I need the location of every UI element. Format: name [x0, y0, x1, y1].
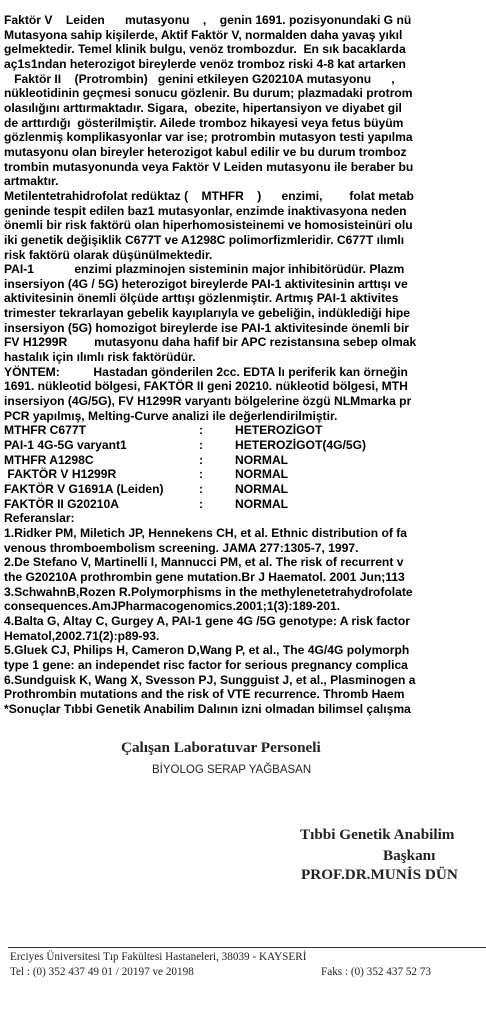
- result-row: [4, 497, 486, 512]
- footer-divider: [8, 947, 486, 948]
- reference-line: *Sonuçlar Tıbbi Genetik Anabilim Dalının izni olmadan bilimsel çalışma: [4, 701, 411, 716]
- result-value: NORMAL: [235, 467, 289, 482]
- result-separator: :: [199, 482, 204, 496]
- body-line: Faktör V Leiden mutasyonu , genin 1691. pozisyonundaki G nü: [4, 13, 412, 27]
- result-test-name: FAKTÖR V G1691A (Leiden): [4, 482, 164, 496]
- result-test-name: PAI-1 4G-5G varyant1: [4, 438, 127, 453]
- reference-line: consequences.AmJPharmacogenomics.2001;1(3):189-201.: [4, 599, 341, 614]
- result-value: HETEROZİGOT(4G/5G): [235, 438, 367, 453]
- reference-line: 6.Sundguisk K, Wang X, Svesson PJ, Sungguist J, et al., Plasminogen a: [4, 672, 416, 687]
- body-line: PAI-1 enzimi plazminojen sisteminin major inhibitörüdür. Plazm: [4, 262, 405, 277]
- result-test-name: MTHFR C677T: [4, 423, 86, 438]
- body-line: insersiyon (4G / 5G) heterozigot bireylerde PAI-1 aktivitesinin arttışı ve: [4, 276, 408, 291]
- body-line: Mutasyona sahip kişilerde, Aktif Faktör V, normalden daha yavaş yıkıl: [4, 27, 403, 42]
- result-value: NORMAL: [235, 496, 289, 511]
- body-line: trombin mutasyonunda veya Faktör V Leiden mutasyonu ile beraber bu: [4, 159, 414, 174]
- reference-line: 1.Ridker PM, Miletich JP, Hennekens CH, et al. Ethnic distribution of fa: [4, 525, 407, 540]
- body-line: PCR yapılmış, Melting-Curve analizi ile değerlendirilmiştir.: [4, 408, 338, 423]
- result-value: NORMAL: [235, 482, 289, 496]
- body-line: önemli bir risk faktörü olan hiperhomosisteinemi ve homosisteinüri olu: [4, 218, 413, 233]
- result-row: [4, 467, 486, 482]
- results-table: [4, 423, 486, 511]
- body-text: [4, 13, 486, 423]
- body-line: olasılığını arttırmaktadır. Sigara, obezite, hipertansiyon ve diyabet gil: [4, 100, 402, 115]
- body-line: YÖNTEM: Hastadan gönderilen 2cc. EDTA lı periferik kan örneğin: [4, 364, 408, 379]
- references-list: [4, 526, 486, 717]
- footer-tel: Tel : (0) 352 437 49 01 / 20197 ve 20198: [10, 966, 194, 978]
- reference-line: venous thromboembolism screening. JAMA 277:1305-7, 1997.: [4, 540, 359, 555]
- body-line: insersiyon (4G/5G), FV H1299R varyantı bölgelerine özgü NLMmarka pr: [4, 394, 412, 409]
- body-line: gelmektedir. Temel klinik bulgu, venöz trombozdur. En sık bacaklarda: [4, 42, 406, 57]
- result-row: [4, 482, 486, 497]
- reference-line: 4.Balta G, Altay C, Gurgey A, PAI-1 gene 4G /5G genotype: A risk factor: [4, 613, 410, 628]
- result-test-name: MTHFR A1298C: [4, 452, 94, 467]
- body-line: mutasyonu olan bireyler heterozigot kabul edilir ve bu durum tromboz: [4, 144, 407, 159]
- body-line: de arttırdığı gösterilmiştir. Ailede tromboz hikayesi veya fetus büyüm: [4, 115, 404, 130]
- reference-line: the G20210A prothrombin gene mutation.Br J Haematol. 2001 Jun;113: [4, 569, 405, 584]
- body-line: geninde tespit edilen baz1 mutasyonlar, enzimde inaktivasyona neden: [4, 203, 407, 218]
- report-body: [4, 13, 486, 717]
- result-separator: :: [199, 496, 204, 511]
- lab-staff-name: BİYOLOG SERAP YAĞBASAN: [152, 764, 312, 776]
- lab-staff-title: Çalışan Laboratuvar Personeli: [121, 739, 321, 756]
- body-line: 1691. nükleotid bölgesi, FAKTÖR II geni 20210. nükleotid bölgesi, MTH: [4, 379, 408, 394]
- professor-name: PROF.DR.MUNİS DÜN: [301, 866, 458, 883]
- result-test-name: FAKTÖR V H1299R: [4, 467, 117, 482]
- result-test-name: FAKTÖR II G20210A: [4, 496, 119, 511]
- body-line: artmaktır.: [4, 174, 59, 189]
- result-value: NORMAL: [235, 452, 289, 467]
- footer-address: Erciyes Üniversitesi Tıp Fakültesi Hastaneleri, 38039 - KAYSERİ: [10, 951, 307, 963]
- body-line: iki genetik değişiklik C677T ve A1298C polimorfizmleridir. C677T ılımlı: [4, 232, 405, 247]
- reference-line: Hematol,2002.71(2):p89-93.: [4, 628, 160, 643]
- result-separator: :: [199, 452, 204, 467]
- reference-line: 2.De Stefano V, Martinelli I, Mannucci PM, et al. The risk of recurrent v: [4, 555, 404, 570]
- body-line: trimester tekrarlayan gebelik kayıplarıyla ve gebeliğin, indüklediği hipe: [4, 306, 410, 321]
- result-row: [4, 423, 486, 438]
- body-line: Faktör II (Protrombin) genini etkileyen G20210A mutasyonu ,: [4, 71, 395, 86]
- body-line: insersiyon (5G) homozigot bireylerde ise PAI-1 aktivitesinde önemli bir: [4, 320, 410, 335]
- result-separator: :: [199, 423, 204, 438]
- department-head-label: Başkanı: [383, 847, 436, 864]
- body-line: aç1s1ndan heterozigot bireylerde venöz tromboz riski 4-8 kat artarken: [4, 56, 406, 71]
- result-separator: :: [199, 467, 204, 482]
- reference-line: 5.Gluek CJ, Philips H, Cameron D,Wang P, et al., The 4G/4G polymorph: [4, 643, 410, 658]
- footer-fax: Faks : (0) 352 437 52 73: [321, 966, 432, 978]
- body-line: Metilentetrahidrofolat redüktaz ( MTHFR ) enzimi, folat metab: [4, 188, 414, 203]
- reference-line: type 1 gene: an independet risc factor for serious pregnancy complica: [4, 657, 408, 672]
- body-line: hastalık için ılımlı risk faktörüdür.: [4, 350, 196, 365]
- department-title: Tıbbi Genetik Anabilim: [300, 826, 455, 843]
- result-row: [4, 438, 486, 453]
- footer-contact: [10, 966, 486, 978]
- result-value: HETEROZİGOT: [235, 423, 323, 438]
- body-line: nükleotidinin geçmesi sonucu gözlenir. Bu durum; plazmadaki protrom: [4, 86, 413, 101]
- body-line: gözlenmiş komplikasyonlar var ise; protrombin mutasyon testi yapılma: [4, 130, 413, 145]
- result-row: [4, 453, 486, 468]
- body-line: FV H1299R mutasyonu daha hafif bir APC rezistansına sebep olmak: [4, 335, 417, 350]
- reference-line: 3.SchwahnB,Rozen R.Polymorphisms in the methylenetetrahydrofolate: [4, 584, 413, 599]
- body-line: aktivitesinin önemli ölçüde arttışı gözlenmiştir. Artmış PAI-1 aktivites: [4, 291, 399, 306]
- result-separator: :: [199, 438, 204, 453]
- references-heading: Referanslar:: [4, 511, 75, 526]
- body-line: risk faktörü olarak düşünülmektedir.: [4, 247, 213, 262]
- reference-line: Prothrombin mutations and the risk of VTE recurrence. Thromb Haem: [4, 687, 405, 702]
